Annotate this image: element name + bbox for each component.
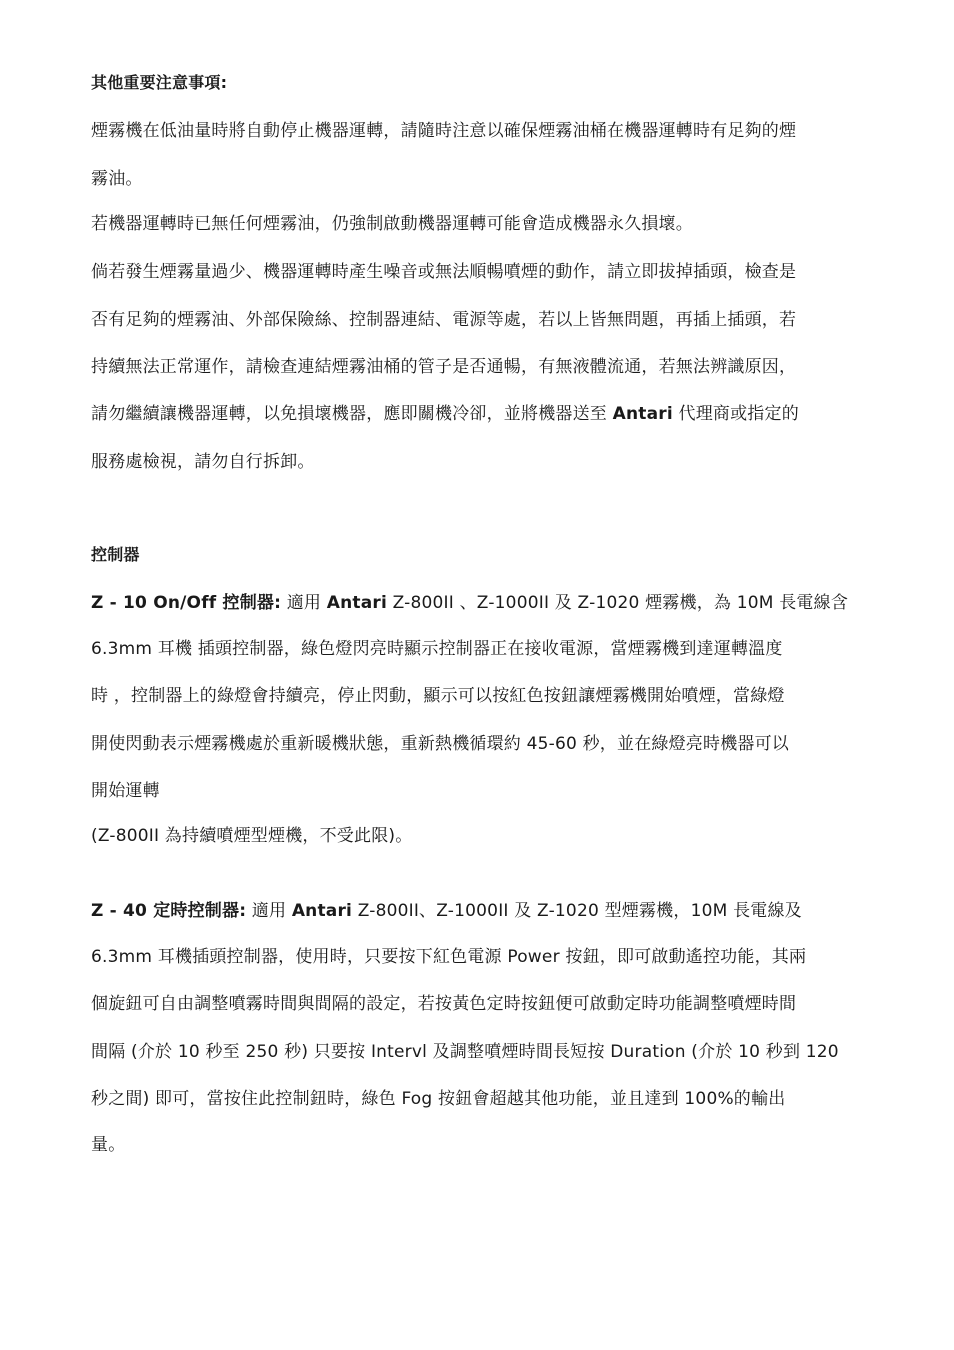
z10-label: Z - 10 On/Off 控制器: (91, 593, 282, 613)
notes-p3-line-4 (91, 403, 799, 425)
z40-line-1-text-a: 適用 (246, 901, 292, 921)
notes-p3-line-5: 服務處檢視，請勿自行拆卸。 (91, 452, 315, 472)
brand-antari: Antari (326, 593, 388, 613)
notes-p1-line-1: 煙霧機在低油量時將自動停止機器運轉，請隨時注意以確保煙霧油桶在機器運轉時有足夠的煙 (91, 121, 797, 141)
z10-line-1 (91, 592, 848, 614)
notes-p3-line-3: 持續無法正常運作，請檢查連結煙霧油桶的管子是否通暢，有無液體流通，若無法辨識原因， (91, 357, 797, 377)
controllers-heading: 控制器 (91, 545, 140, 564)
z10-line-5: 開始運轉 (91, 781, 160, 801)
z40-line-5: 秒之間) 即可，當按住此控制鈕時，綠色 Fog 按鈕會超越其他功能，並且達到 100%的輸出 (91, 1089, 786, 1109)
z40-line-1-text-b: Z-800II、Z-1000II 及 Z-1020 型煙霧機，10M 長電線及 (352, 901, 802, 921)
z10-line-4: 開使閃動表示煙霧機處於重新暖機狀態，重新熱機循環約 45-60 秒，並在綠燈亮時機器可以 (91, 734, 790, 754)
notes-p3-line-2: 否有足夠的煙霧油、外部保險絲、控制器連結、電源等處，若以上皆無問題，再插上插頭，若 (91, 310, 797, 330)
z40-line-6: 量。 (91, 1135, 126, 1155)
z40-line-3: 個旋鈕可自由調整噴霧時間與間隔的設定，若按黃色定時按鈕便可啟動定時功能調整噴煙時間 (91, 994, 797, 1014)
z40-line-4: 間隔 (介於 10 秒至 250 秒) 只要按 Intervl 及調整噴煙時間長短按 Duration (介於 10 秒到 120 (91, 1042, 839, 1062)
brand-antari: Antari (612, 404, 673, 424)
z40-line-1 (91, 900, 802, 922)
notes-p3-line-4-text-a: 請勿繼續讓機器運轉，以免損壞機器，應即關機冷卻，並將機器送至 (91, 404, 613, 424)
notes-heading: 其他重要注意事項: (91, 73, 228, 92)
z40-line-2: 6.3mm 耳機插頭控制器，使用時，只要按下紅色電源 Power 按鈕，即可啟動遙控功能，其兩 (91, 947, 807, 967)
z10-line-1-text-b: Z-800II 、Z-1000II 及 Z-1020 煙霧機，為 10M 長電線含 (387, 593, 849, 613)
z10-line-1-text-a: 適用 (281, 593, 327, 613)
notes-p3-line-4-text-b: 代理商或指定的 (672, 404, 799, 424)
notes-p3-line-1: 倘若發生煙霧量過少、機器運轉時產生噪音或無法順暢噴煙的動作，請立即拔掉插頭，檢查是 (91, 262, 797, 282)
z10-line-6: (Z-800II 為持續噴煙型煙機，不受此限)。 (91, 826, 413, 846)
notes-p1-line-2: 霧油。 (91, 169, 143, 189)
z40-label: Z - 40 定時控制器: (91, 901, 247, 921)
notes-p2-line-1: 若機器運轉時已無任何煙霧油，仍強制啟動機器運轉可能會造成機器永久損壞。 (91, 214, 693, 234)
z10-line-3: 時 ，控制器上的綠燈會持續亮，停止閃動，顯示可以按紅色按鈕讓煙霧機開始噴煙，當綠燈 (91, 686, 785, 706)
brand-antari: Antari (291, 901, 353, 921)
z10-line-2: 6.3mm 耳機 插頭控制器，綠色燈閃亮時顯示控制器正在接收電源，當煙霧機到達運轉溫度 (91, 639, 783, 659)
